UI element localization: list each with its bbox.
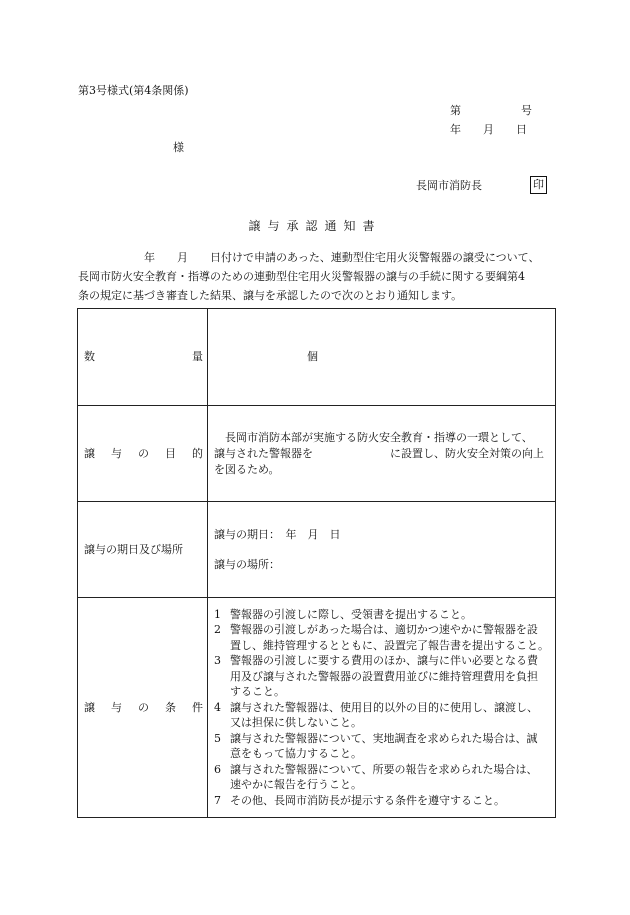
date-year: 年 (450, 123, 461, 136)
addressee-line: 様 (173, 141, 184, 154)
condition-number: 3 (214, 654, 221, 668)
condition-text: 意をもって協力すること。 (230, 747, 362, 761)
condition-number (214, 715, 230, 731)
condition-text: 速やかに報告を行うこと。 (230, 778, 362, 792)
condition-number: 7 (214, 793, 221, 807)
quantity-label-right: 量 (192, 350, 203, 364)
purpose-value (208, 406, 556, 502)
condition-text: すること。 (230, 685, 285, 699)
condition-item (214, 653, 549, 669)
purpose-label-char: 与 (111, 446, 122, 460)
condition-text: 又は担保に供しないこと。 (230, 716, 362, 730)
conditions-label-char: 与 (111, 700, 122, 714)
purpose-line: を図るため。 (214, 462, 280, 476)
intro-line: 条の規定に基づき審査した結果、譲与を承認したので次のとおり通知します。 (78, 289, 463, 302)
conditions-row (78, 598, 556, 818)
condition-item (214, 607, 549, 623)
purpose-label-char: 的 (192, 446, 203, 460)
purpose-line: 譲与された警報器を に設置し、防火安全対策の向上 (214, 446, 544, 460)
schedule-label: 譲与の期日及び場所 (78, 502, 208, 598)
quantity-value (208, 309, 556, 406)
conditions-label-char: 件 (192, 700, 203, 714)
condition-text: 譲与された警報器について、所要の報告を求められた場合は、 (230, 762, 538, 776)
condition-number (214, 638, 230, 654)
condition-text: 置し、維持管理するとともに、設置完了報告書を提出すること。 (230, 638, 549, 652)
purpose-label-char: 譲 (84, 446, 95, 460)
date-day: 日 (516, 123, 527, 136)
intro-line: 長岡市防火安全教育・指導のための連動型住宅用火災警報器の譲与の手続に関する要綱第4 (78, 270, 525, 283)
condition-item (214, 622, 549, 638)
form-number: 第3号様式(第4条関係) (78, 84, 189, 97)
condition-text: 警報器の引渡しに際し、受領書を提出すること。 (230, 607, 472, 621)
condition-number: 2 (214, 623, 221, 637)
intro-paragraph (78, 248, 556, 305)
document-number-line (450, 103, 532, 119)
schedule-value (208, 502, 556, 598)
purpose-row (78, 406, 556, 502)
quantity-unit: 個 (307, 350, 318, 364)
conditions-label-char: 条 (165, 700, 176, 714)
issue-date-line (450, 122, 527, 138)
number-go: 号 (521, 104, 532, 117)
condition-text: 警報器の引渡しに要する費用のほか、譲与に伴い必要となる費 (230, 654, 538, 668)
schedule-date: 譲与の期日： 年 月 日 (214, 527, 341, 541)
conditions-list (214, 607, 549, 809)
conditions-label (78, 598, 208, 818)
number-dai: 第 (450, 104, 461, 117)
conditions-label-char: 譲 (84, 700, 95, 714)
condition-number (214, 777, 230, 793)
condition-number: 4 (214, 700, 221, 714)
purpose-label-char: 目 (165, 446, 176, 460)
purpose-line: 長岡市消防本部が実施する防火安全教育・指導の一環として、 (214, 430, 533, 444)
quantity-label-left: 数 (84, 350, 95, 364)
condition-number (214, 684, 230, 700)
purpose-label-char: の (138, 446, 149, 460)
condition-number (214, 746, 230, 762)
seal-box: 印 (530, 176, 547, 194)
conditions-label-char: の (138, 700, 149, 714)
condition-item (214, 777, 549, 793)
condition-item (214, 638, 549, 654)
condition-item (214, 700, 549, 716)
condition-item (214, 793, 549, 809)
quantity-row (78, 309, 556, 406)
condition-item (214, 715, 549, 731)
condition-number (214, 669, 230, 685)
condition-item (214, 684, 549, 700)
conditions-value (208, 598, 556, 818)
condition-text: その他、長岡市消防長が提示する条件を遵守すること。 (230, 793, 505, 807)
quantity-label (78, 309, 208, 406)
document-title: 譲与承認通知書 (248, 219, 382, 233)
condition-text: 警報器の引渡しがあった場合は、適切かつ速やかに警報器を設 (230, 623, 538, 637)
purpose-label (78, 406, 208, 502)
date-month: 月 (483, 123, 494, 136)
condition-number: 5 (214, 731, 221, 745)
intro-line: 年 月 日付けで申請のあった、連動型住宅用火災警報器の譲受について、 (78, 251, 540, 264)
condition-text: 譲与された警報器について、実地調査を求められた場合は、誠 (230, 731, 538, 745)
condition-text: 譲与された警報器は、使用目的以外の目的に使用し、譲渡し、 (230, 700, 538, 714)
condition-text: 用及び譲与された警報器の設置費用並びに維持管理費用を負担 (230, 669, 538, 683)
condition-item (214, 669, 549, 685)
condition-item (214, 746, 549, 762)
condition-number: 1 (214, 607, 221, 621)
approval-table (77, 308, 556, 818)
condition-number: 6 (214, 762, 221, 776)
schedule-place: 譲与の場所： (214, 557, 280, 571)
condition-item (214, 731, 549, 747)
issuer-name: 長岡市消防長 (416, 179, 482, 192)
schedule-row (78, 502, 556, 598)
condition-item (214, 762, 549, 778)
